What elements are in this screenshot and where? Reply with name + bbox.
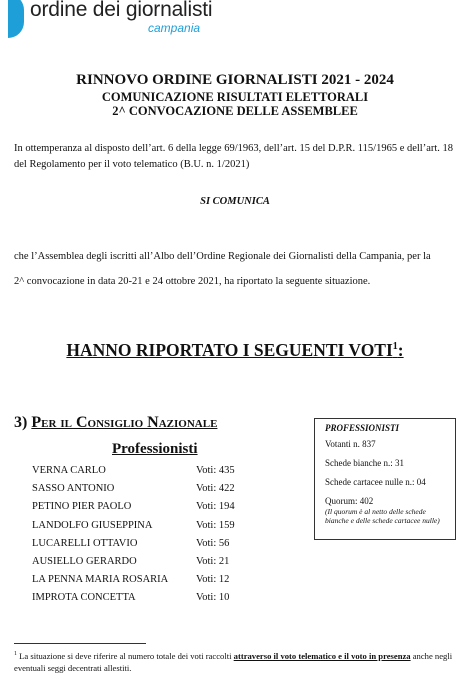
candidate-name: LA PENNA MARIA ROSARIA (32, 574, 169, 586)
candidate-row (32, 574, 302, 585)
document-subtitle-1: COMUNICAZIONE RISULTATI ELETTORALI (101, 90, 369, 104)
summary-box (314, 418, 456, 540)
candidate-votes: Voti: 12 (196, 574, 230, 586)
candidate-votes: Voti: 10 (196, 592, 230, 604)
footnote-divider (14, 643, 146, 644)
logo-region: campania (148, 21, 201, 35)
footnote (14, 648, 466, 674)
section-heading (14, 414, 217, 432)
logo-mark (8, 0, 24, 38)
voti-heading-text: HANNO RIPORTATO I SEGUENTI VOTI (66, 340, 393, 360)
candidate-row (32, 556, 302, 567)
schede-bianche: Schede bianche n.: 31 (325, 458, 404, 468)
document-subtitle-2: 2^ CONVOCAZIONE DELLE ASSEMBLEE (112, 104, 358, 118)
section-number: 3) (14, 414, 28, 431)
body-line-1: che l’Assemblea degli iscritti all’Albo dell’Ordine Regionale dei Giornalisti della Campania, per la (14, 251, 431, 262)
candidate-votes: Voti: 194 (196, 501, 235, 513)
section-label: Per il Consiglio Nazionale (31, 414, 218, 431)
candidate-name: SASSO ANTONIO (32, 483, 115, 495)
candidate-name: LANDOLFO GIUSEPPINA (32, 519, 153, 531)
candidate-row (32, 520, 302, 531)
footnote-text-before: La situazione si deve riferire al numero totale dei voti raccolti (17, 650, 234, 661)
candidate-name: IMPROTA CONCETTA (32, 592, 136, 604)
quorum-note: (Il quorum è al netto delle schede bianche e delle schede cartacee nulle) (325, 507, 440, 525)
candidate-votes: Voti: 56 (196, 537, 230, 549)
footnote-marker: 1 (14, 651, 17, 657)
candidate-row (32, 465, 302, 476)
candidate-row (32, 592, 302, 603)
candidate-row (32, 483, 302, 494)
candidate-votes: Voti: 21 (196, 556, 230, 567)
candidate-name: LUCARELLI OTTAVIO (32, 537, 138, 549)
footnote-ref: 1 (392, 341, 398, 353)
footnote-text-after: anche negli eventuali seggi decentrati allestiti. (14, 650, 453, 673)
document-title: RINNOVO ORDINE GIORNALISTI 2021 - 2024 (76, 72, 394, 88)
body-line-2: 2^ convocazione in data 20-21 e 24 ottobre 2021, ha riportato la seguente situazione. (14, 276, 371, 287)
candidate-name: AUSIELLO GERARDO (32, 556, 137, 567)
si-comunica-heading: SI COMUNICA (200, 196, 270, 207)
candidate-name: PETINO PIER PAOLO (32, 501, 132, 513)
candidate-votes: Voti: 159 (196, 519, 235, 531)
schede-nulle: Schede cartacee nulle n.: 04 (325, 477, 426, 487)
voti-heading-colon: : (397, 340, 404, 360)
footnote-emphasis: attraverso il voto telematico e il voto in presenza (233, 650, 411, 661)
candidate-votes: Voti: 435 (196, 465, 235, 476)
intro-paragraph: In ottemperanza al disposto dell’art. 6 della legge 69/1963, dell’art. 15 del D.P.R. 115/1965 e dell’art. 18 del Regolamento per il voto telematico (B.U. n. 1/2021) (14, 143, 454, 170)
candidate-name: VERNA CARLO (32, 465, 106, 476)
votanti-count: Votanti n. 837 (325, 439, 376, 449)
quorum: Quorum: 402 (325, 496, 374, 506)
candidate-row (32, 538, 302, 549)
professionisti-heading: Professionisti (112, 441, 198, 457)
voti-heading (0, 340, 470, 361)
logo-name: ordine dei giornalisti (30, 0, 213, 21)
candidate-row (32, 501, 302, 512)
summary-title: PROFESSIONISTI (325, 423, 400, 433)
candidate-votes: Voti: 422 (196, 483, 235, 495)
